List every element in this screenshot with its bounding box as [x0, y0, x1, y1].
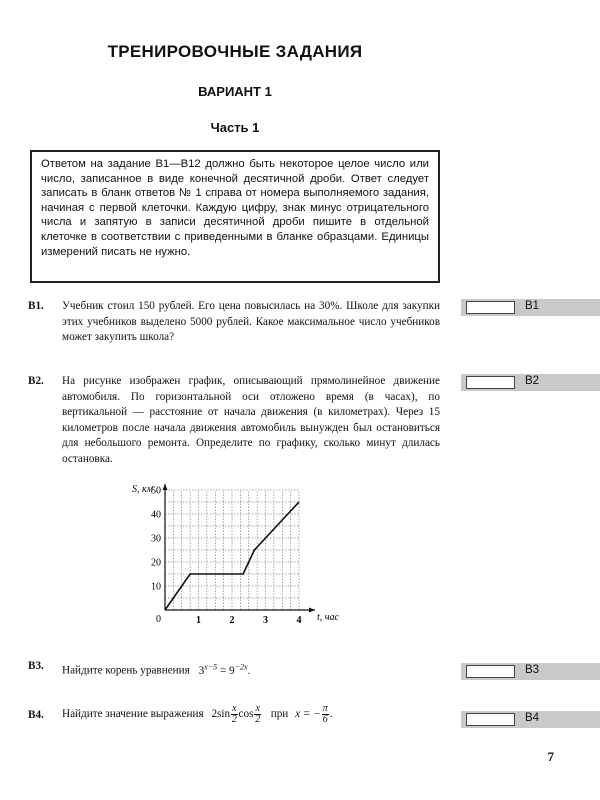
equation-exponent: −2x: [234, 662, 248, 671]
equation-equals: =: [217, 664, 230, 677]
answer-label: B1: [525, 300, 540, 312]
x-tick-label: 2: [229, 615, 235, 626]
equation-exponent: x−5: [204, 662, 218, 671]
task-text: [62, 659, 440, 679]
y-tick-label: 20: [151, 557, 161, 569]
fraction: $\frac{x}{2}$: [231, 703, 237, 725]
equation: $3^{x-5} = 9^{-2x}$.: [198, 662, 251, 677]
task-number: B3.: [28, 660, 44, 672]
fraction: $\frac{x}{2}$: [255, 703, 261, 725]
x-axis-label: t, час: [317, 612, 339, 623]
page-number: 7: [547, 749, 554, 764]
instructions-box: Ответом на задание В1—В12 должно быть некоторое целое число или число, записанное в виде конечной десятичной дроби. Ответ следует записать в бланк ответов № 1 справа от номера выполняемого задания, начиная с первой клеточки. Каждую цифру, знак минус отрицательного числа и запятую в записи десятичной дроби пишите в отдельной клеточке в соответствии с приведенными в бланке образцами. Единицы измерений писать не нужно.: [30, 150, 440, 283]
chart-grid: [165, 490, 299, 610]
answer-cell[interactable]: [466, 713, 515, 726]
answer-cell[interactable]: [466, 301, 515, 314]
x-tick-label: 1: [196, 615, 201, 626]
task-b4: [28, 704, 440, 725]
task-number: B4.: [28, 709, 44, 721]
task-b1: [28, 299, 440, 346]
x-axis-arrow: [309, 608, 315, 613]
task-text: [62, 704, 440, 725]
answer-box-b4[interactable]: [461, 711, 600, 728]
equation-base: 3: [198, 664, 205, 677]
task-text: На рисунке изображен график, описывающий прямолинейное движение автомобиля. По горизонтальной оси отложено время (в часах), по вертикальной — расстояние от начала движения (в километрах). Через 15 километров после начала движения автомобиль вынужден был остановиться для небольшого ремонта. Определите по графику, сколько минут длилась остановка.: [62, 375, 440, 465]
chart-axes: [163, 484, 316, 613]
answer-label: B3: [525, 664, 540, 676]
y-tick-label: 50: [151, 485, 161, 497]
task-b2: [28, 374, 440, 467]
answer-cell[interactable]: [466, 376, 515, 389]
expression-at: при: [270, 708, 289, 721]
distance-time-chart: [125, 478, 355, 628]
task-b3: [28, 659, 440, 679]
fraction: $\frac{\pi}{6}$: [322, 703, 328, 725]
expression-variable: x = −: [295, 708, 321, 721]
y-axis-arrow: [163, 484, 168, 490]
page-heading: ТРЕНИРОВОЧНЫЕ ЗАДАНИЯ: [107, 42, 363, 61]
variant-title: ВАРИАНТ 1: [198, 84, 272, 99]
expression-sin: 2sin: [211, 708, 231, 721]
expression: 2sin $\frac{x}{2}$ cos $\frac{x}{2}$ при x = − $\frac{\pi}{6}$ .: [211, 703, 333, 725]
task-text-intro: Найдите значение выражения: [62, 708, 204, 721]
y-axis-label: S, км: [132, 484, 154, 495]
chart-ticks: [132, 484, 340, 626]
answer-label: B2: [525, 375, 540, 387]
equation-base: 9: [229, 664, 235, 677]
answer-box-b3[interactable]: [461, 663, 600, 680]
origin-label: 0: [156, 614, 161, 625]
answer-box-b1[interactable]: [461, 299, 600, 316]
answer-cell[interactable]: [466, 665, 515, 678]
y-tick-label: 40: [151, 509, 161, 521]
task-text-intro: Найдите корень уравнения: [62, 664, 190, 677]
task-text: Учебник стоил 150 рублей. Его цена повысилась на 30%. Школе для закупки этих учебников выделено 5000 рублей. Какое максимальное число учебников может закупить школа?: [62, 300, 440, 343]
task-number: B2.: [28, 375, 44, 387]
x-tick-label: 4: [296, 615, 302, 626]
expression-cos: cos: [238, 708, 254, 721]
task-number: B1.: [28, 300, 44, 312]
part-title: Часть 1: [210, 120, 260, 135]
answer-box-b2[interactable]: [461, 374, 600, 391]
answer-label: B4: [525, 712, 540, 724]
y-tick-label: 10: [151, 581, 161, 593]
x-tick-label: 3: [263, 615, 268, 626]
y-tick-label: 30: [151, 533, 161, 545]
